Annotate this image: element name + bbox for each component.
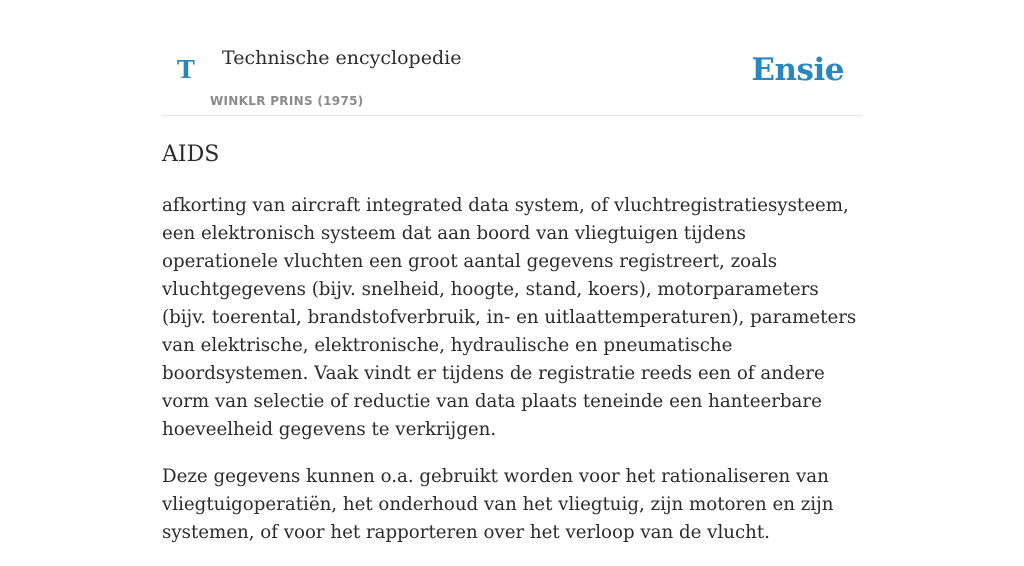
entry-paragraph: Deze gegevens kunnen o.a. gebruikt worden voor het rationaliseren van vliegtuigoperatiën, het onderhoud van het vliegtuig, zijn motoren en zijn systemen, of voor het rapporteren over het verloop van de vlucht.	[162, 466, 834, 543]
source-subtitle: WINKLR PRINS (1975)	[210, 94, 364, 108]
header	[162, 0, 862, 116]
entry-body	[162, 192, 862, 566]
source-title-link[interactable]: Technische encyclopedie	[222, 47, 462, 69]
source-icon[interactable]: T	[177, 55, 195, 84]
entry-paragraph: afkorting van aircraft integrated data system, of vluchtregistratiesysteem, een elektronisch systeem dat aan boord van vliegtuigen tijdens operationele vluchten een groot aantal gegevens registreert, zoals vluchtgegevens (bijv. snelheid, hoogte, stand, koers), motorparameters (bijv. toerental, brandstofverbruik, in- en uitlaattemperaturen), parameters van elektrische, elektronische, hydraulische en pneumatische boordsystemen. Vaak vindt er tijdens de registratie reeds een of andere vorm van selectie of reductie van data plaats teneinde een hanteerbare hoeveelheid gegevens te verkrijgen.	[162, 195, 857, 440]
entry-title: AIDS	[162, 142, 220, 167]
brand-logo[interactable]: Ensie	[751, 52, 844, 88]
page	[162, 0, 862, 543]
